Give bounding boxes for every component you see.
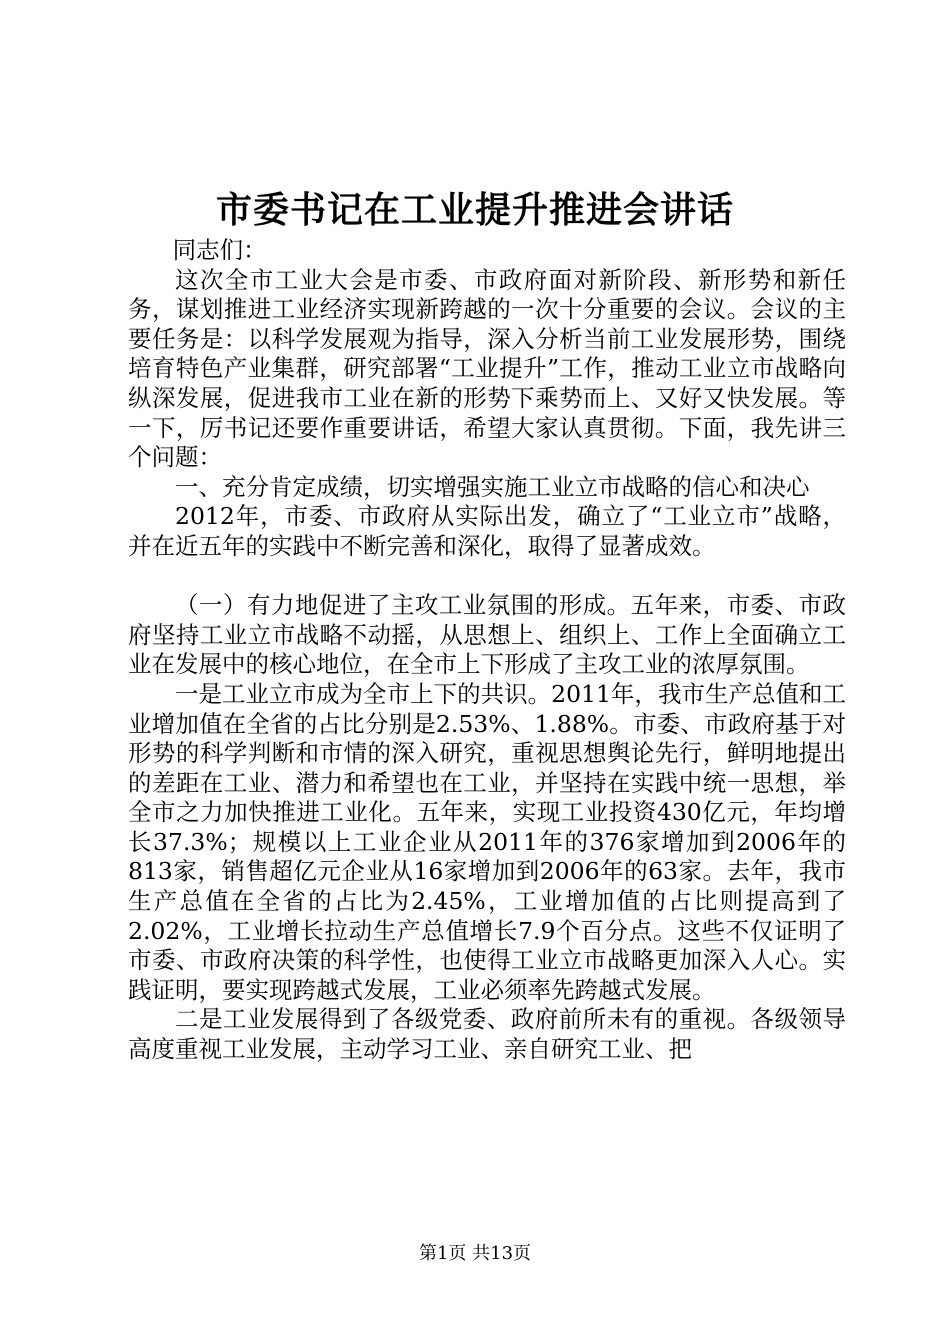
salutation: 同志们： xyxy=(172,236,267,264)
subsection-paragraph: （一）有力地促进了主攻工业氛围的形成。五年来，市委、市政府坚持工业立市战略不动摇，从思想上、组织上、工作上全面确立工业在发展中的核心地位，在全市上下形成了主攻工业的浓厚氛围。 xyxy=(128,591,846,679)
page-footer: 第1页 共13页 xyxy=(418,1243,532,1264)
section-heading: 一、充分肯定成绩，切实增强实施工业立市战略的信心和决心 xyxy=(175,472,810,501)
intro-paragraph: 这次全市工业大会是市委、市政府面对新阶段、新形势和新任务，谋划推进工业经济实现新跨越的一次十分重要的会议。会议的主要任务是：以科学发展观为指导，深入分析当前工业发展形势，围绕培育特色产业集群，研究部署“工业提升”工作，推动工业立市战略向纵深发展，促进我市工业在新的形势下乘势而上、又好又快发展。等一下，厉书记还要作重要讲话，希望大家认真贯彻。下面，我先讲三个问题： xyxy=(128,265,846,472)
paragraph: 2012年，市委、市政府从实际出发，确立了“工业立市”战略，并在近五年的实践中不断完善和深化，取得了显著成效。 xyxy=(128,502,846,560)
document-body xyxy=(128,236,846,1065)
paragraph: 二是工业发展得到了各级党委、政府前所未有的重视。各级领导高度重视工业发展，主动学习工业、亲自研究工业、把 xyxy=(128,1005,846,1064)
document-title: 市委书记在工业提升推进会讲话 xyxy=(215,189,734,231)
paragraph: 一是工业立市成为全市上下的共识。2011年，我市生产总值和工业增加值在全省的占比分别是2.53%、1.88%。市委、市政府基于对形势的科学判断和市情的深入研究，重视思想舆论先行，鲜明地提出的差距在工业、潜力和希望也在工业，并坚持在实践中统一思想，举全市之力加快推进工业化。五年来，实现工业投资430亿元，年均增长37.3%；规模以上工业企业从2011年的376家增加到2006年的813家，销售超亿元企业从16家增加到2006年的63家。去年，我市生产总值在全省的占比为2.45%，工业增加值的占比则提高到了2.02%，工业增长拉动生产总值增长7.9个百分点。这些不仅证明了市委、市政府决策的科学性，也使得工业立市战略更加深入人心。实践证明，要实现跨越式发展，工业必须率先跨越式发展。 xyxy=(128,679,846,1004)
